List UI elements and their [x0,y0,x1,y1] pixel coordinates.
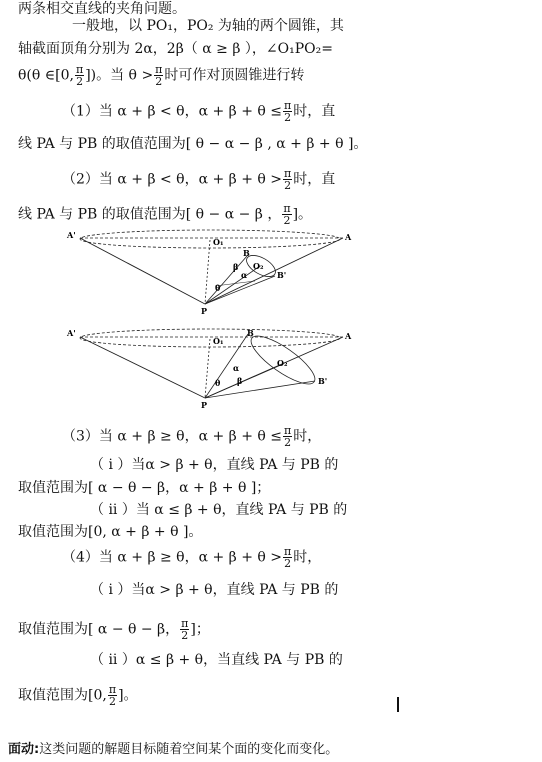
label-P: P [201,306,208,316]
cone-figure-2 [65,326,365,410]
fraction-pi-over-2: $\frac{\pi}{2}$ [284,167,292,192]
case-3-ii: （ ii ）当 α ≤ β + θ，直线 PA 与 PB 的 [90,502,348,518]
case-3-i-range: 取值范围为[ α − θ − β，α + β + θ ]； [18,480,271,496]
label-B1: B' [318,376,328,386]
fraction-pi-over-2: $\frac{\pi}{2}$ [284,545,292,570]
label-A: A [345,331,352,341]
text-cursor[interactable] [397,697,399,712]
footer-label: 面动: [8,742,40,757]
fraction-pi-over-2: $\frac{\pi}{2}$ [155,63,163,88]
case-4-ii-range: 取值范围为[0, $\frac{\pi}{2}$ ]。 [18,683,138,708]
fraction-pi-over-2: $\frac{\pi}{2}$ [284,424,292,449]
case-4-i-range: 取值范围为[ α − θ − β， $\frac{\pi}{2}$ ]； [18,617,210,642]
case-2-condition: （2）当 α + β < θ，α + β + θ > $\frac{\pi}{2}$ 时，直 [62,167,336,192]
base-ellipse [80,230,340,248]
label-B: B [247,328,254,338]
line-pb1 [205,381,315,398]
case-3-ii-range: 取值范围为[0, α + β + θ ]。 [18,524,203,540]
axis-po1 [205,240,210,304]
label-theta: θ [215,378,221,388]
footer-note [8,738,338,757]
cone-figure-1 [65,226,365,316]
fraction-pi-over-2: $\frac{\pi}{2}$ [283,202,291,227]
label-A1: A' [67,230,76,240]
footer-text: 这类问题的解题目标随着空间某个面的变化而变化。 [39,742,339,757]
line-pb [205,256,247,304]
case-4-ii: （ ii ）α ≤ β + θ，当直线 PA 与 PB 的 [90,652,343,668]
label-P: P [201,400,208,410]
label-O1: O₁ [213,336,224,346]
axis-po1 [205,339,210,398]
label-alpha: α [233,363,240,373]
label-B: B [243,248,250,258]
text-line-axis: 轴截面顶角分别为 2α，2β（ α ≥ β ），∠O₁PO₂= [18,41,333,57]
label-beta: β [233,262,239,272]
case-2-range: 线 PA 与 PB 的取值范围为[ θ − α − β ， $\frac{\pi}{2}$ ]。 [18,202,313,227]
generatrix-left [80,337,205,398]
case-3-condition: （3）当 α + β ≥ θ，α + β + θ ≤ $\frac{\pi}{2}$ 时， [62,424,322,449]
label-alpha: α [241,270,248,280]
text-line-intro-heading: 两条相交直线的夹角问题。 [18,1,186,17]
label-O2: O₂ [253,261,264,271]
fraction-pi-over-2: $\frac{\pi}{2}$ [75,63,84,88]
label-theta: θ [215,283,221,293]
theta-suffix: 时可作对顶圆锥进行转 [164,67,305,84]
theta-condition: ])。当 θ > [85,67,154,84]
text-line-theta [18,64,304,87]
label-beta: β [237,376,243,386]
case-1-range: 线 PA 与 PB 的取值范围为[ θ − α − β , α + β + θ ]。 [18,136,368,152]
chord-line [215,281,255,286]
fraction-pi-over-2: $\frac{\pi}{2}$ [181,617,189,642]
label-B1: B' [277,270,287,280]
text-line-intro: 一般地，以 PO₁，PO₂ 为轴的两个圆锥，其 [72,18,344,34]
theta-range-prefix: θ(θ ∈[0, [18,67,74,84]
label-O2: O₂ [277,358,288,368]
case-3-i: （ i ）当α > β + θ，直线 PA 与 PB 的 [90,457,339,473]
case-1-condition: （1）当 α + β < θ，α + β + θ ≤ $\frac{\pi}{2}$ 时，直 [62,99,336,124]
label-A: A [345,232,352,242]
fraction-pi-over-2: $\frac{\pi}{2}$ [108,683,117,708]
label-A1: A' [67,328,76,338]
case-4-i: （ i ）当α > β + θ，直线 PA 与 PB 的 [90,582,339,598]
base-ellipse [80,329,340,347]
fraction-pi-over-2: $\frac{\pi}{2}$ [284,99,292,124]
case-4-condition: （4）当 α + β ≥ θ，α + β + θ > $\frac{\pi}{2}$ 时， [62,545,322,570]
label-O1: O₁ [213,237,224,247]
